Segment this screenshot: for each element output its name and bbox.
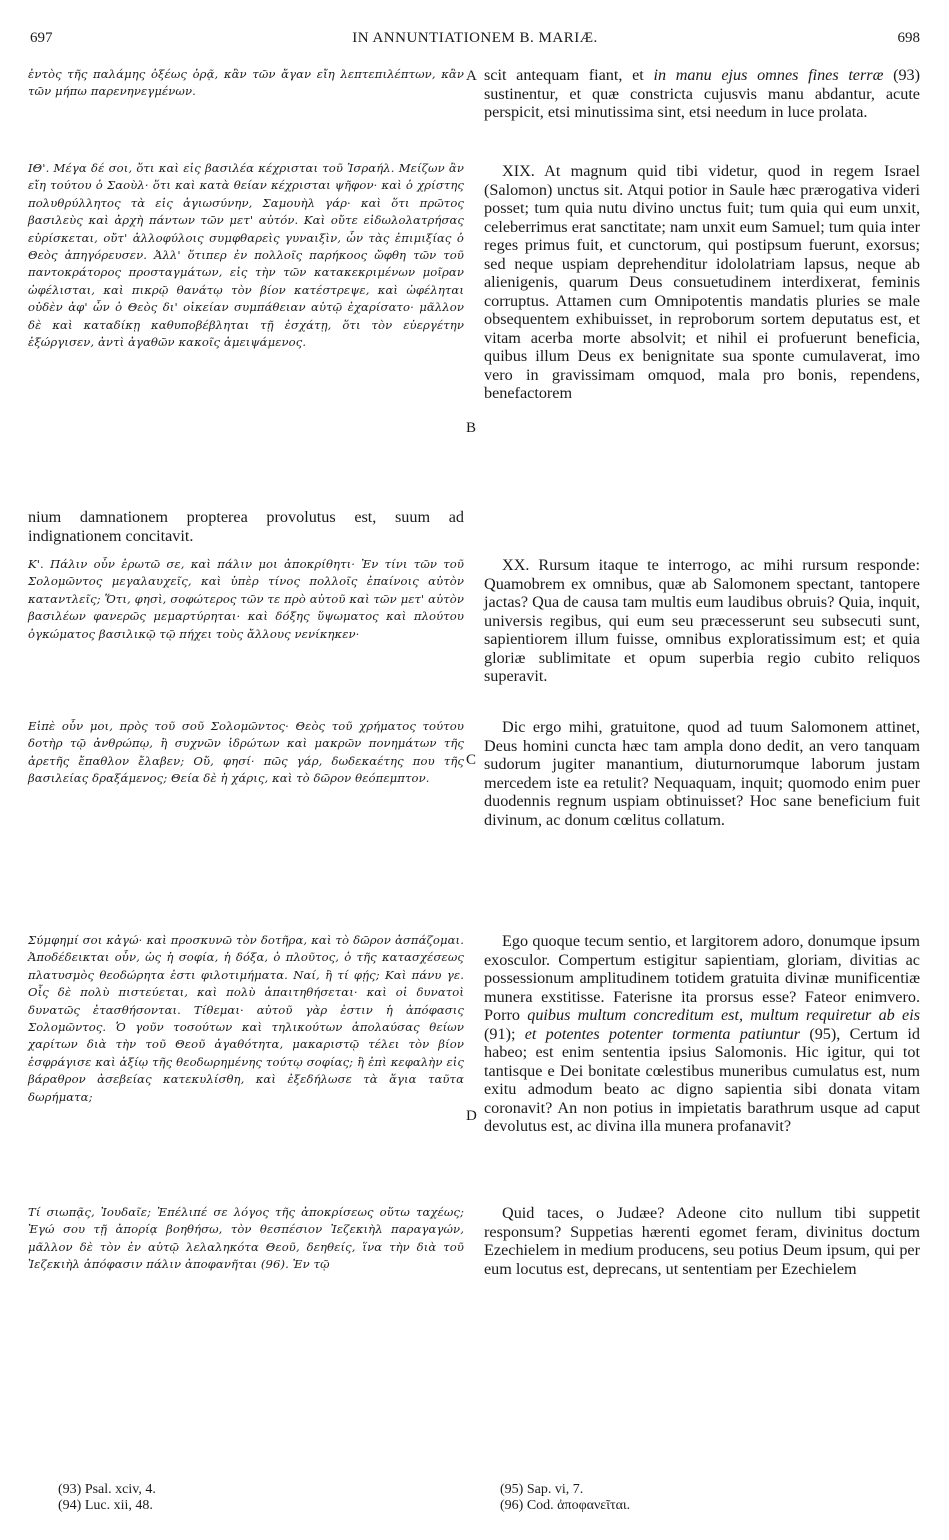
latin-paragraph-20d: Quid taces, o Judæe? Adeone cito nullum tibi suppetit responsum? Suppetias hærenti egomet feram, divinitus doctum Ezechielem in medium producens, seu potius Deum ipsum, qui per eum locutus est, deprecans, ut sententiam per Ezechielem [484, 1204, 920, 1278]
latin-quote: quibus multum concreditum est, multum requiretur ab eis [527, 1006, 920, 1024]
latin-text: (91); [484, 1024, 516, 1043]
footnote: (95) Sap. vi, 7. [500, 1482, 584, 1497]
greek-paragraph-20b: Εἰπὲ οὖν μοι, πρὸς τοῦ σοῦ Σολομῶντος· Θεὸς τοῦ χρήματος τούτου δοτὴρ τῷ ἀνθρώπῳ, ἢ συχνῶν ἱδρώτων καὶ μακρῶν πονημάτων τῆς ἀρετῆς ἔπαθλον ἔλαβεν; Οὔ, φησί· πῶς γάρ, δωδεκαέτης που τῆς βασιλείας δραξάμενος; Θεία δὲ ἡ χάρις, καὶ τὸ δῶρον θεόπεμπτον. [28, 719, 464, 786]
footnotes-right [500, 1482, 630, 1514]
running-header [30, 30, 920, 56]
greek-paragraph-20: Κ'. Πάλιν οὖν ἐρωτῶ σε, καὶ πάλιν μοι ἀποκρίθητι· Ἐν τίνι τῶν τοῦ Σολομῶντος μεγαλαυχεῖς, καὶ ὑπὲρ τίνος πολλοῖς ἐπαίνοις αὐτὸν καταντλεῖς; Ὅτι, φησὶ, σοφώτερος τῶν τε πρὸ αὐτοῦ καὶ τῶν μετ' αὐτὸν βασιλέων φανερῶς μεμαρτύρηται· καὶ δόξης ὕψωματος καὶ πλούτου ὀγκώματος βασιλικῷ τῷ πήχει τοὺς ἄλλους νενίκηκεν· [28, 557, 464, 641]
page-number-left: 697 [30, 30, 53, 46]
latin-column [484, 62, 920, 1472]
latin-text: (93) sustinentur, et quæ constricta cujusvis manu abdantur, acute perspicit, etsi minutissima sint, etsi needum in luce prolata. [484, 66, 921, 121]
footnote: (96) Cod. ἀποφανεῖται. [500, 1498, 631, 1513]
running-title: IN ANNUNTIATIONEM B. MARIÆ. [352, 30, 598, 46]
latin-text: Ego quoque tecum sentio, et largitorem adoro, donumque ipsum exosculor. Compertum estigitur sapientiam, gloriam, divitias ac possessionum amplitudinem totidem gratuita divinæ munificentiæ munera exstitisse. Faterisne ita prorsus esse? Fateor enimvero. Porro [484, 932, 920, 1024]
latin-paragraph-20b: Dic ergo mihi, gratuitone, quod ad tuum Salomonem attinet, Deus homini cuncta hæc tam ampla dono dedit, an vero tanquam sudorum jugiter manantium, diuturnorumque laborum justam mercedem iste ea retulit? Nequaquam, inquit; quomodo enim puer duodennis regnum uspiam obtinuisset? Hoc sane beneficium fuit divinum, ac donum cœlitus collatum. [484, 718, 920, 829]
latin-text: (95), Certum id habeo; est enim sententia ipsius Salomonis. Hic igitur, qui tot tantisque e Dei bonitate cœlestibus muneribus cumulatus est, num exitu admodum beato ac digno sapientia sibi donata vitam coronavit? An non potius in impietatis barathrum usque ad caput devolutus est, ac divina illa munera profanavit? [484, 1024, 921, 1135]
latin-paragraph-20: XX. Rursum itaque te interrogo, ac mihi rursum responde: Quamobrem ex omnibus, quæ ab Salomonem spectant, tantopere jactas? Qua de causa tam multis eum laudibus obruis? Quia, inquit, universis regibus, qui eum seu præcesserunt seu subsecuti sunt, sapientiorem illum fuisse, omnibus exploratissimum est; et quia gloriæ sublimitate et opum superbia regio cubito reliquos superavit. [484, 556, 920, 685]
greek-paragraph-20c: Σύμφημί σοι κἀγώ· καὶ προσκυνῶ τὸν δοτῆρα, καὶ τὸ δῶρον ἀσπάζομαι. Ἀποδέδεικται οὖν, ὡς ἡ σοφία, ἡ δόξα, ὁ πλοῦτος, ὁ τῆς κατασχέσεως πλατυσμὸς θεοδώρητα ἐστι φιλοτιμήματα. Ναί, ἢ τί φῄς; Καὶ πάνυ γε. Οἷς δὲ πολὺ πιστεύεται, καὶ πολὺ ἀπαιτηθήσεται· καὶ οἱ δυνατοὶ δυνατῶς ἐτασθήσονται. Τίθεμαι· αὐτοῦ γὰρ ἐστιν ἡ ἀπόφασις Σολομῶντος. Ὁ γοῦν τοσούτων καὶ τηλικούτων ἀπολαύσας θείων χαρίτων διὰ τὴν τοῦ Θεοῦ ἀγαθότητα, μακαριστῷ τέλει τὸν βίον ἐσφράγισε καὶ ἀξίῳ τῆς θεοδωρημένης τούτῳ σοφίας; ἢ ἐπὶ κεφαλὴν εἰς βάραθρον ἀσεβείας κατεκυλίσθη, καὶ ἐξεδήλωσε τὰ ἅγια ταῦτα δωρήματα; [28, 933, 464, 1104]
greek-column [28, 62, 464, 1472]
footnotes-left [58, 1482, 156, 1514]
footnote: (94) Luc. xii, 48. [58, 1498, 153, 1513]
margin-letter-a: A [466, 68, 477, 84]
latin-run-in-text: nium damnationem propterea provolutus est, suum ad indignationem concitavit. [28, 508, 464, 545]
footnote: (93) Psal. xciv, 4. [58, 1482, 156, 1497]
latin-quote: et potentes potenter tormenta patiuntur [524, 1024, 801, 1043]
page-number-right: 698 [897, 30, 920, 46]
latin-paragraph-0 [484, 66, 920, 122]
margin-letter-c: C [466, 752, 477, 768]
margin-letter-d: D [466, 1108, 477, 1124]
latin-text: scit antequam fiant, et [484, 66, 644, 84]
greek-paragraph-0: ἐντὸς τῆς παλάμης ὀξέως ὁρᾷ, κἂν τῶν ἄγαν εἴη λεπτεπιλέπτων, κἂν τῶν μήπω παρενηνεγμένων. [28, 67, 464, 99]
margin-letters [464, 62, 484, 1472]
latin-paragraph-20c [484, 932, 920, 1136]
latin-paragraph-19: XIX. At magnum quid tibi videtur, quod in regem Israel (Salomon) unctus sit. Atqui potior in Saule hæc prærogativa videri posset; tum quia nutu divino unctus fuit; tum quia qui eum unxit, celeberrimus erat sanctitate; nam unxit eum Samuel; tum quia inter reges primus fuit, et cunctorum, qui postipsum fuerunt, exorsus; sed neque uspiam deprehenditur idololatriam lapsus, neque ab alienigenis, quarum Deus consuetudinem interdixerat, feminis corruptus. Attamen cum Omnipotentis mandatis pluries se male obsequentem exhibuisset, in reproborum sortem deputatus est, et vitam acerba morte absolvit; et nihil ei profuerunt beneficia, quibus illum Deus ex benignitate sua sponte cumulaverat, imo vero in gravissimam omquod, mala pro bonis, rependens, benefactorem [484, 162, 920, 402]
latin-quote: in manu ejus omnes fines terræ [653, 66, 884, 84]
greek-paragraph-19: ΙΘ'. Μέγα δέ σοι, ὅτι καὶ εἰς βασιλέα κέχρισται τοῦ Ἰσραήλ. Μείζων ἂν εἴη τούτου ὁ Σαοὺλ· ὅτι καὶ κατὰ θείαν κέχρισται ψῆφον· καὶ ὁ χρίστης πολυθρύλλητος τὰ εἰς ἁγιωσύνην, Σαμουὴλ γάρ· καὶ ὅτι πρῶτος βασιλεὺς καὶ ἀρχὴ πάντων τῶν μετ' αὐτόν. Καὶ οὔτε εἰδωλολατρήσας εὑρίσκεται, οὔτ' ἀλλοφύλοις συμφθαρεὶς γυναιξὶν, ὧν τὰς ἐπιμιξίας ὁ Θεὸς ἀπηγόρευσεν. Ἀλλ' ὅτιπερ ἐν πολλοῖς παρήκοος ὤφθη τῶν τοῦ παντοκράτορος προσταγμάτων, εἰς τὴν τῶν κατακεκριμένων μοῖραν ὠφέλισται, καὶ πικρῷ θανάτῳ τὸν βίον κατέστρεψε, καὶ ὠφέληται οὐδὲν ἀφ' ὧν ὁ Θεὸς δι' οἰκείαν συμπάθειαν αὐτῷ ἐχαρίσατο· μᾶλλον δὲ καὶ καταδίκῃ καθυποβέβληται τῇ ἐσχάτῃ, ὅτι τὸν εὐεργέτην ἐξώργισεν, ἀντὶ ἀγαθῶν κακοῖς ἀμειψάμενος. [28, 161, 464, 350]
greek-paragraph-20d: Τί σιωπᾷς, Ἰουδαῖε; Ἐπέλιπέ σε λόγος τῆς ἀποκρίσεως οὕτω ταχέως; Ἐγώ σου τῇ ἀπορίᾳ βοηθήσω, τὸν θεσπέσιον Ἰεζεκιὴλ παραγαγών, μᾶλλον δὲ τὸν ἐν αὐτῷ λελαληκότα Θεοῦ, δεηθείς, ἵνα τὴν διὰ τοῦ Ἰεζεκιὴλ ἀπόφασιν πάλιν ἀποφανῆται (96). Ἐν τῷ [28, 1205, 464, 1272]
margin-letter-b: B [466, 420, 477, 436]
